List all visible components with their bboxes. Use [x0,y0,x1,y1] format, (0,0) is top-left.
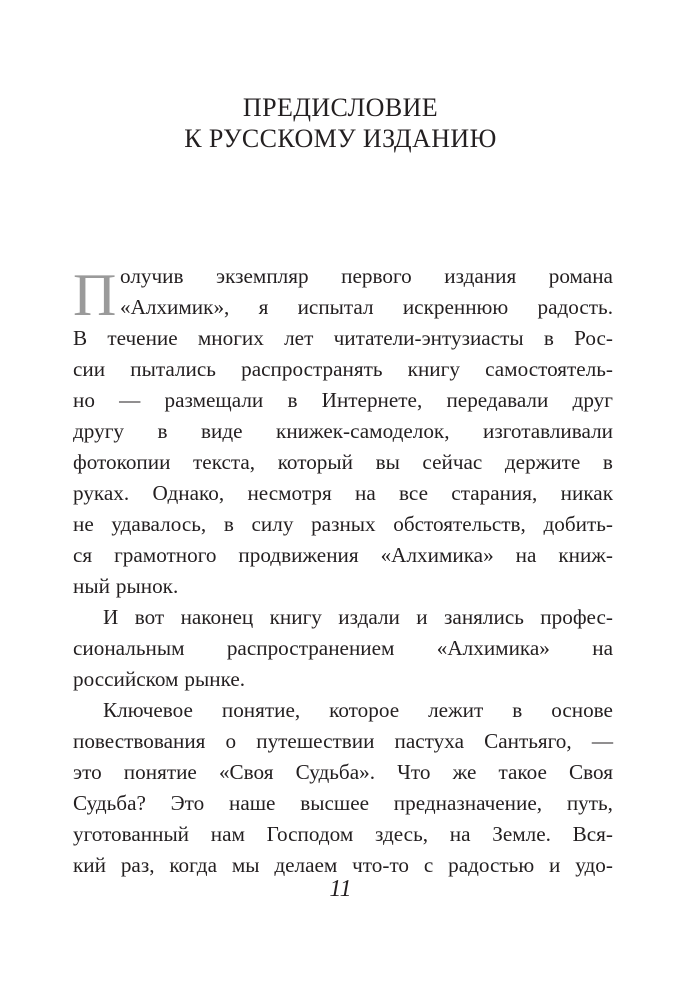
word: Судьба? [73,791,146,815]
text-line [73,664,613,695]
word: лет [284,326,314,350]
word: продвижения [238,543,359,567]
word: который [277,450,353,474]
word: все [399,481,428,505]
word: изготавливали [483,419,613,443]
word: ный [73,574,110,598]
word: размещали [164,388,264,412]
word: удавалось, [111,512,207,536]
word: романа [548,264,613,288]
page-number: 11 [329,876,352,902]
text-line [73,323,613,354]
word: Земле. [492,822,551,846]
word: вы [375,450,400,474]
word: старания, [451,481,538,505]
word: издали [338,605,400,629]
word: удо- [575,853,613,877]
word: течение [107,326,178,350]
word: в [602,450,613,474]
text-line [73,261,613,292]
chapter-heading [0,92,681,154]
text-line [73,354,613,385]
word: Судьба». [295,760,375,784]
word: виде [201,419,243,443]
word: И [103,605,119,629]
word: В [73,326,88,350]
word: на [515,543,537,567]
word: лежит [428,698,484,722]
word: экземпляр [216,264,309,288]
word: разных [311,512,376,536]
text-line [73,819,613,850]
word: на [449,822,471,846]
word: текста, [193,450,256,474]
heading-line-1: ПРЕДИСЛОВИЕ [242,93,439,122]
word: рынок. [115,574,179,598]
text-line [73,416,613,447]
text-line [73,602,613,633]
word: олучив [120,264,184,288]
word: «Своя [218,760,274,784]
word: никак [560,481,613,505]
text-line [73,757,613,788]
word: читатели-энтузиасты [333,326,524,350]
word: книгу [269,605,322,629]
text-line [73,292,613,323]
word: профес- [540,605,613,629]
word: книжек-самоделок, [276,419,450,443]
word: основе [551,698,613,722]
word: сейчас [422,450,483,474]
word: рынке. [184,667,246,691]
word: обстоятельств, [393,512,526,536]
text-line [73,447,613,478]
word: уготованный [73,822,190,846]
heading-line-2: К РУССКОМУ ИЗДАНИЮ [184,124,497,153]
word: первого [341,264,412,288]
word: сии [73,357,106,381]
word: ся [73,543,93,567]
word: руках. [73,481,130,505]
word: которое [329,698,400,722]
word: повествования [73,729,206,753]
word: в [512,698,523,722]
word: добить- [543,512,613,536]
word: с [423,853,434,877]
text-line [73,788,613,819]
word: распространением [226,636,395,660]
word: искреннюю [402,295,509,319]
word: путь, [566,791,613,815]
word: передавали [446,388,549,412]
word: нам [210,822,245,846]
word: занялись [444,605,524,629]
word: я [258,295,269,319]
drop-cap: П [73,262,117,328]
word: наше [229,791,276,815]
word: в [157,419,168,443]
word: понятие, [221,698,301,722]
word: самостоятель- [485,357,613,381]
word: вот [134,605,165,629]
word: в [287,388,298,412]
text-line [73,633,613,664]
word: Своя [569,760,613,784]
word: пастуха [394,729,464,753]
word: фотокопии [73,450,171,474]
word: издания [444,264,517,288]
word: что-то [352,853,410,877]
word: друг [572,388,613,412]
word: наконец [180,605,254,629]
word: многих [197,326,264,350]
word: другу [73,419,124,443]
word: же [452,760,477,784]
word: и [549,853,561,877]
word: российском [73,667,179,691]
text-line [73,695,613,726]
word: Сантьяго, [484,729,572,753]
text-line [73,726,613,757]
word: Вся- [572,822,613,846]
word: мы [231,853,260,877]
word: но [73,388,95,412]
word: Ключевое [103,698,193,722]
word: грамотного [114,543,217,567]
word: «Алхимик», [120,295,230,319]
word: это [73,760,102,784]
word: понятие [123,760,197,784]
word: делаем [274,853,338,877]
word: держите [504,450,581,474]
text-line [73,509,613,540]
word: не [73,512,94,536]
word: кий [73,853,106,877]
word: распространять [241,357,383,381]
word: книж- [558,543,613,567]
word: «Алхимика» [436,636,550,660]
word: испытал [297,295,374,319]
word: Что [397,760,431,784]
word: на [592,636,613,660]
word: Рос- [574,326,613,350]
word: путешествии [256,729,375,753]
text-line [73,571,613,602]
word: такое [498,760,547,784]
word: «Алхимика» [380,543,494,567]
text-line [73,385,613,416]
word: книгу [407,357,460,381]
word: радостью [448,853,535,877]
word: здесь, [374,822,429,846]
word: в [543,326,554,350]
word: о [225,729,237,753]
word: несмотря [247,481,332,505]
word: высшее [300,791,370,815]
word: сиональным [73,636,185,660]
word: когда [169,853,217,877]
body-text [73,261,613,881]
word: на [355,481,376,505]
word: раз, [120,853,155,877]
word: — [119,388,141,412]
word: Это [170,791,205,815]
word: Однако, [152,481,225,505]
word: пытались [130,357,216,381]
word: в [223,512,234,536]
word: силу [251,512,294,536]
word: и [416,605,428,629]
text-line [73,540,613,571]
word: радость. [537,295,613,319]
word: Интернете, [321,388,423,412]
word: предназначение, [393,791,543,815]
word: — [591,729,613,753]
word: Господом [266,822,354,846]
text-line [73,478,613,509]
